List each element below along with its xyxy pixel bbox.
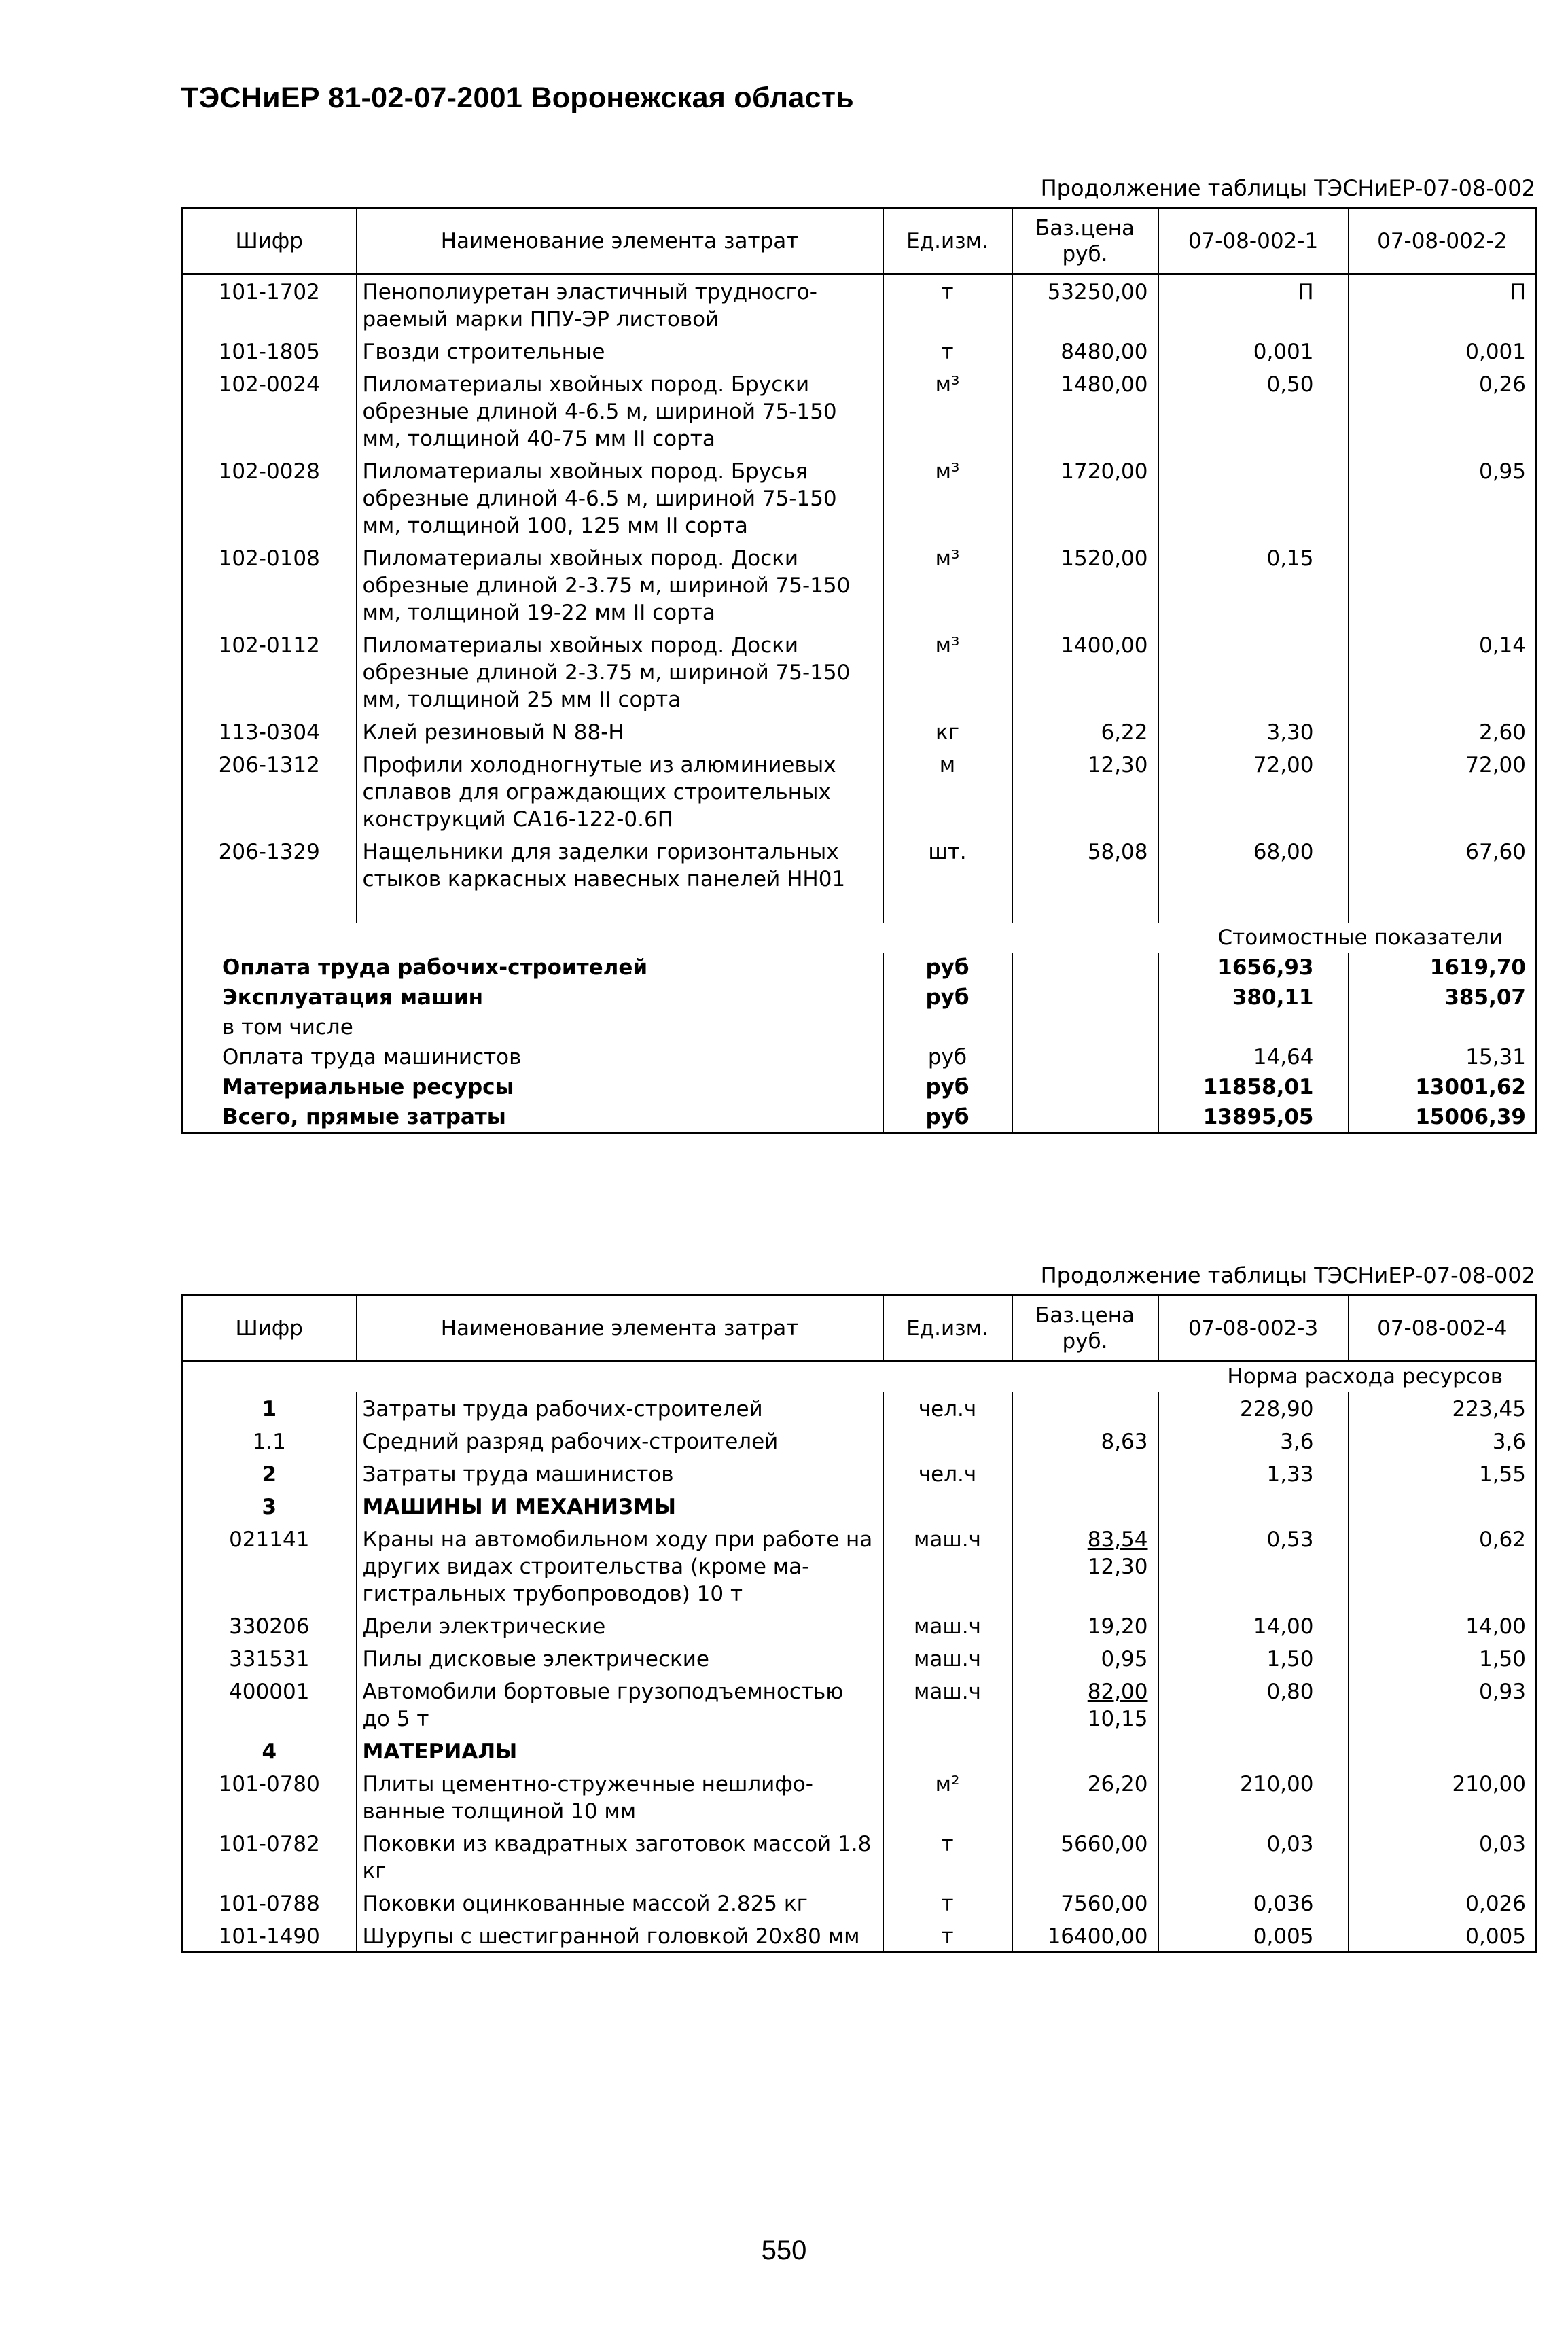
value-07-08-002-4: 0,005	[1349, 1919, 1537, 1953]
resource-code: 331531	[229, 1647, 310, 1671]
value-07-08-002-1: 0,001	[1158, 334, 1349, 367]
resource-code: 3	[262, 1495, 277, 1519]
col-header-v1: 07-08-002-3	[1158, 1296, 1349, 1362]
value-07-08-002-2	[1349, 541, 1537, 628]
value-07-08-002-3: 228,90	[1158, 1392, 1349, 1424]
value-07-08-002-1	[1158, 628, 1349, 715]
resource-code: 1	[262, 1397, 277, 1421]
resource-price	[1012, 1522, 1158, 1609]
resource-name: МАШИНЫ И МЕХАНИЗМЫ	[357, 1489, 883, 1522]
table-row	[182, 1826, 1537, 1886]
value-07-08-002-4: 3,6	[1349, 1424, 1537, 1457]
resource-code: 330206	[229, 1614, 310, 1639]
resource-code: 206-1312	[218, 753, 320, 777]
value-07-08-002-2: 67,60	[1349, 834, 1537, 894]
summary-value-07-08-002-2	[1349, 1012, 1537, 1042]
summary-value-07-08-002-1: 13895,05	[1158, 1102, 1349, 1133]
value-07-08-002-3	[1158, 1734, 1349, 1767]
summary-name: Оплата труда рабочих-строителей	[222, 955, 648, 980]
price-value: 5660,00	[1061, 1832, 1148, 1856]
table-row	[182, 1886, 1537, 1919]
resource-unit: м	[883, 747, 1012, 834]
table-row	[182, 1642, 1537, 1674]
empty-cell	[1012, 1072, 1158, 1102]
value-07-08-002-1: 0,15	[1158, 541, 1349, 628]
table2-header-row	[182, 1296, 1537, 1362]
summary-name: Эксплуатация машин	[222, 985, 484, 1010]
resource-name: Поковки оцинкованные массой 2.825 кг	[357, 1886, 883, 1919]
resource-name: Затраты труда рабочих-строителей	[357, 1392, 883, 1424]
resource-unit: т	[883, 1886, 1012, 1919]
resource-name: Автомобили бортовые грузоподъемностью до 5 т	[357, 1674, 883, 1734]
resource-price	[1012, 1826, 1158, 1886]
resource-unit: м³	[883, 454, 1012, 541]
value-07-08-002-2: 0,14	[1349, 628, 1537, 715]
summary-row	[182, 953, 1537, 983]
value-07-08-002-2: 2,60	[1349, 715, 1537, 747]
value-07-08-002-4: 14,00	[1349, 1609, 1537, 1642]
value-07-08-002-3: 1,50	[1158, 1642, 1349, 1674]
resource-code: 102-0108	[218, 546, 320, 571]
table-row	[182, 1734, 1537, 1767]
resource-table-2	[181, 1294, 1537, 1953]
resource-name: Гвозди строительные	[357, 334, 883, 367]
summary-row	[182, 1012, 1537, 1042]
resource-name: Нащельники для заделки горизонтальных стыков каркасных навесных панелей НН01	[357, 834, 883, 894]
resource-code: 101-1702	[218, 280, 320, 304]
resource-price: 53250,00	[1012, 274, 1158, 334]
resource-name: Пенополиуретан эластичный трудносго-раемый марки ППУ-ЭР листовой	[357, 274, 883, 334]
value-07-08-002-4: 210,00	[1349, 1767, 1537, 1826]
resource-name: Дрели электрические	[357, 1609, 883, 1642]
table-row	[182, 274, 1537, 334]
summary-unit: руб	[883, 1042, 1012, 1072]
summary-name: Оплата труда машинистов	[222, 1045, 522, 1069]
value-07-08-002-1: 72,00	[1158, 747, 1349, 834]
col-header-v2: 07-08-002-2	[1349, 209, 1537, 275]
price-value: 16400,00	[1047, 1924, 1148, 1949]
empty-cell	[1012, 953, 1158, 983]
summary-unit	[883, 1012, 1012, 1042]
resource-name: Краны на автомобильном ходу при работе на других видах строительства (кроме ма-гистральных трубопроводов) 10 т	[357, 1522, 883, 1609]
resource-name: Затраты труда машинистов	[357, 1457, 883, 1489]
resource-price: 8480,00	[1012, 334, 1158, 367]
value-07-08-002-4	[1349, 1489, 1537, 1522]
resource-code: 400001	[229, 1680, 310, 1704]
resource-name: Клей резиновый N 88-Н	[357, 715, 883, 747]
value-07-08-002-3: 0,53	[1158, 1522, 1349, 1609]
section-label: Норма расхода ресурсов	[1227, 1364, 1503, 1389]
value-07-08-002-3: 210,00	[1158, 1767, 1349, 1826]
value-07-08-002-4: 0,93	[1349, 1674, 1537, 1734]
value-07-08-002-4: 0,62	[1349, 1522, 1537, 1609]
section-label-row	[182, 1361, 1537, 1392]
empty-cell	[1012, 1012, 1158, 1042]
value-07-08-002-4: 0,03	[1349, 1826, 1537, 1886]
price-value: 7560,00	[1061, 1892, 1148, 1916]
value-07-08-002-1: 3,30	[1158, 715, 1349, 747]
page-number: 550	[761, 2235, 807, 2265]
col-header-unit: Ед.изм.	[883, 209, 1012, 275]
resource-unit: маш.ч	[883, 1674, 1012, 1734]
value-07-08-002-3	[1158, 1489, 1349, 1522]
resource-price: 1480,00	[1012, 367, 1158, 454]
resource-unit	[883, 1424, 1012, 1457]
page-title: ТЭСНиЕР 81-02-07-2001 Воронежская область	[181, 82, 854, 114]
summary-unit: руб	[883, 953, 1012, 983]
resource-code: 102-0028	[218, 459, 320, 484]
resource-price: 58,08	[1012, 834, 1158, 894]
resource-price	[1012, 1886, 1158, 1919]
resource-name: Пиломатериалы хвойных пород. Доски обрезные длиной 2-3.75 м, шириной 75-150 мм, толщиной 19-22 мм II сорта	[357, 541, 883, 628]
resource-price	[1012, 1674, 1158, 1734]
resource-unit: чел.ч	[883, 1392, 1012, 1424]
resource-unit: кг	[883, 715, 1012, 747]
resource-price: 1520,00	[1012, 541, 1158, 628]
empty-cell	[1158, 894, 1349, 923]
resource-code: 101-0780	[218, 1772, 320, 1797]
summary-value-07-08-002-1: 1656,93	[1158, 953, 1349, 983]
table-row	[182, 1424, 1537, 1457]
resource-price	[1012, 1642, 1158, 1674]
table-row	[182, 834, 1537, 894]
resource-unit: м³	[883, 367, 1012, 454]
table-row	[182, 1392, 1537, 1424]
value-07-08-002-2: П	[1349, 274, 1537, 334]
resource-code: 101-0782	[218, 1832, 320, 1856]
price-value: 83,54	[1087, 1527, 1148, 1552]
col-header-price: Баз.цена руб.	[1012, 209, 1158, 275]
value-07-08-002-4: 1,55	[1349, 1457, 1537, 1489]
col-header-v1: 07-08-002-1	[1158, 209, 1349, 275]
summary-unit: руб	[883, 1072, 1012, 1102]
resource-unit	[883, 1489, 1012, 1522]
empty-cell	[1012, 983, 1158, 1012]
resource-unit: чел.ч	[883, 1457, 1012, 1489]
col-header-code: Шифр	[182, 1296, 357, 1362]
summary-value-07-08-002-1: 14,64	[1158, 1042, 1349, 1072]
resource-unit: м²	[883, 1767, 1012, 1826]
summary-value-07-08-002-2: 15,31	[1349, 1042, 1537, 1072]
table-gap-row	[182, 894, 1537, 923]
col-header-unit: Ед.изм.	[883, 1296, 1012, 1362]
resource-unit: шт.	[883, 834, 1012, 894]
empty-cell	[1349, 894, 1537, 923]
value-07-08-002-1: 68,00	[1158, 834, 1349, 894]
price-value: 26,20	[1087, 1772, 1148, 1797]
table-row	[182, 715, 1537, 747]
table-row	[182, 334, 1537, 367]
resource-price	[1012, 1767, 1158, 1826]
table-row	[182, 1522, 1537, 1609]
resource-unit: м³	[883, 628, 1012, 715]
price-value: 8,63	[1101, 1430, 1148, 1454]
resource-name: Пиломатериалы хвойных пород. Бруски обрезные длиной 4-6.5 м, шириной 75-150 мм, толщиной 40-75 мм II сорта	[357, 367, 883, 454]
value-07-08-002-2: 72,00	[1349, 747, 1537, 834]
value-07-08-002-4: 223,45	[1349, 1392, 1537, 1424]
resource-code: 4	[262, 1739, 277, 1764]
value-07-08-002-1	[1158, 454, 1349, 541]
resource-code: 2	[262, 1462, 277, 1487]
col-header-name: Наименование элемента затрат	[357, 209, 883, 275]
summary-value-07-08-002-2: 1619,70	[1349, 953, 1537, 983]
table-row	[182, 747, 1537, 834]
value-07-08-002-4	[1349, 1734, 1537, 1767]
table-row	[182, 1674, 1537, 1734]
col-header-code: Шифр	[182, 209, 357, 275]
table-row	[182, 367, 1537, 454]
empty-cell	[182, 894, 357, 923]
resource-code: 113-0304	[218, 720, 320, 745]
resource-price	[1012, 1489, 1158, 1522]
summary-row	[182, 1042, 1537, 1072]
resource-unit: т	[883, 1919, 1012, 1953]
price-value: 82,00	[1087, 1680, 1148, 1704]
table-row	[182, 541, 1537, 628]
resource-unit: маш.ч	[883, 1522, 1012, 1609]
price-value: 19,20	[1087, 1614, 1148, 1639]
table1-caption: Продолжение таблицы ТЭСНиЕР-07-08-002	[1040, 175, 1535, 201]
summary-row	[182, 1102, 1537, 1133]
value-07-08-002-3: 1,33	[1158, 1457, 1349, 1489]
resource-code: 1.1	[252, 1430, 286, 1454]
section-label-row	[182, 923, 1537, 953]
table-row	[182, 1767, 1537, 1826]
resource-unit: т	[883, 1826, 1012, 1886]
table-row	[182, 1457, 1537, 1489]
resource-unit: маш.ч	[883, 1609, 1012, 1642]
resource-price	[1012, 1424, 1158, 1457]
resource-price	[1012, 1734, 1158, 1767]
table-row	[182, 1609, 1537, 1642]
resource-name: Пилы дисковые электрические	[357, 1642, 883, 1674]
empty-cell	[357, 894, 883, 923]
price-value: 0,95	[1101, 1647, 1148, 1671]
resource-table-1	[181, 207, 1537, 1134]
value-07-08-002-1: 0,50	[1158, 367, 1349, 454]
resource-price: 1400,00	[1012, 628, 1158, 715]
resource-name: Плиты цементно-стружечные нешлифо-ванные толщиной 10 мм	[357, 1767, 883, 1826]
resource-code: 206-1329	[218, 840, 320, 864]
empty-cell	[883, 894, 1012, 923]
col-header-v2: 07-08-002-4	[1349, 1296, 1537, 1362]
resource-code: 101-1490	[218, 1924, 320, 1949]
resource-price: 1720,00	[1012, 454, 1158, 541]
resource-price	[1012, 1609, 1158, 1642]
resource-price	[1012, 1919, 1158, 1953]
summary-name: Материальные ресурсы	[222, 1075, 514, 1099]
resource-name: Профили холодногнутые из алюминиевых сплавов для ограждающих строительных конструкций СА16-122-0.6П	[357, 747, 883, 834]
resource-unit	[883, 1734, 1012, 1767]
value-07-08-002-2: 0,95	[1349, 454, 1537, 541]
value-07-08-002-2: 0,001	[1349, 334, 1537, 367]
resource-unit: т	[883, 274, 1012, 334]
value-07-08-002-1: П	[1158, 274, 1349, 334]
resource-code: 101-0788	[218, 1892, 320, 1916]
table-row	[182, 1489, 1537, 1522]
resource-code: 102-0024	[218, 372, 320, 397]
price-machinist-value: 12,30	[1087, 1555, 1148, 1579]
value-07-08-002-4: 0,026	[1349, 1886, 1537, 1919]
summary-value-07-08-002-1	[1158, 1012, 1349, 1042]
resource-name: Шурупы с шестигранной головкой 20х80 мм	[357, 1919, 883, 1953]
value-07-08-002-3: 0,03	[1158, 1826, 1349, 1886]
summary-value-07-08-002-2: 13001,62	[1349, 1072, 1537, 1102]
summary-unit: руб	[883, 983, 1012, 1012]
resource-code: 021141	[229, 1527, 310, 1552]
resource-name: Средний разряд рабочих-строителей	[357, 1424, 883, 1457]
summary-value-07-08-002-1: 380,11	[1158, 983, 1349, 1012]
value-07-08-002-3: 0,80	[1158, 1674, 1349, 1734]
table-row	[182, 1919, 1537, 1953]
resource-price	[1012, 1457, 1158, 1489]
value-07-08-002-2: 0,26	[1349, 367, 1537, 454]
resource-unit: м³	[883, 541, 1012, 628]
summary-value-07-08-002-1: 11858,01	[1158, 1072, 1349, 1102]
table-row	[182, 454, 1537, 541]
resource-price: 12,30	[1012, 747, 1158, 834]
resource-price: 6,22	[1012, 715, 1158, 747]
value-07-08-002-3: 14,00	[1158, 1609, 1349, 1642]
section-label: Стоимостные показатели	[1217, 925, 1503, 950]
price-machinist-value: 10,15	[1087, 1707, 1148, 1731]
summary-value-07-08-002-2: 385,07	[1349, 983, 1537, 1012]
table1-header-row	[182, 209, 1537, 275]
summary-name: Всего, прямые затраты	[222, 1105, 506, 1129]
value-07-08-002-3: 0,036	[1158, 1886, 1349, 1919]
resource-code: 101-1805	[218, 340, 320, 364]
empty-cell	[1012, 1042, 1158, 1072]
resource-price	[1012, 1392, 1158, 1424]
table2-caption: Продолжение таблицы ТЭСНиЕР-07-08-002	[1040, 1262, 1535, 1288]
table-row	[182, 628, 1537, 715]
resource-name: Пиломатериалы хвойных пород. Брусья обрезные длиной 4-6.5 м, шириной 75-150 мм, толщиной 100, 125 мм II сорта	[357, 454, 883, 541]
summary-row	[182, 983, 1537, 1012]
resource-unit: маш.ч	[883, 1642, 1012, 1674]
summary-row	[182, 1072, 1537, 1102]
value-07-08-002-3: 0,005	[1158, 1919, 1349, 1953]
empty-cell	[1012, 1102, 1158, 1133]
resource-code: 102-0112	[218, 633, 320, 658]
empty-cell	[1012, 894, 1158, 923]
col-header-price: Баз.цена руб.	[1012, 1296, 1158, 1362]
resource-unit: т	[883, 334, 1012, 367]
resource-name: Пиломатериалы хвойных пород. Доски обрезные длиной 2-3.75 м, шириной 75-150 мм, толщиной 25 мм II сорта	[357, 628, 883, 715]
resource-name: МАТЕРИАЛЫ	[357, 1734, 883, 1767]
summary-value-07-08-002-2: 15006,39	[1349, 1102, 1537, 1133]
summary-unit: руб	[883, 1102, 1012, 1133]
value-07-08-002-3: 3,6	[1158, 1424, 1349, 1457]
col-header-name: Наименование элемента затрат	[357, 1296, 883, 1362]
summary-name: в том числе	[222, 1015, 353, 1040]
resource-name: Поковки из квадратных заготовок массой 1.8 кг	[357, 1826, 883, 1886]
value-07-08-002-4: 1,50	[1349, 1642, 1537, 1674]
